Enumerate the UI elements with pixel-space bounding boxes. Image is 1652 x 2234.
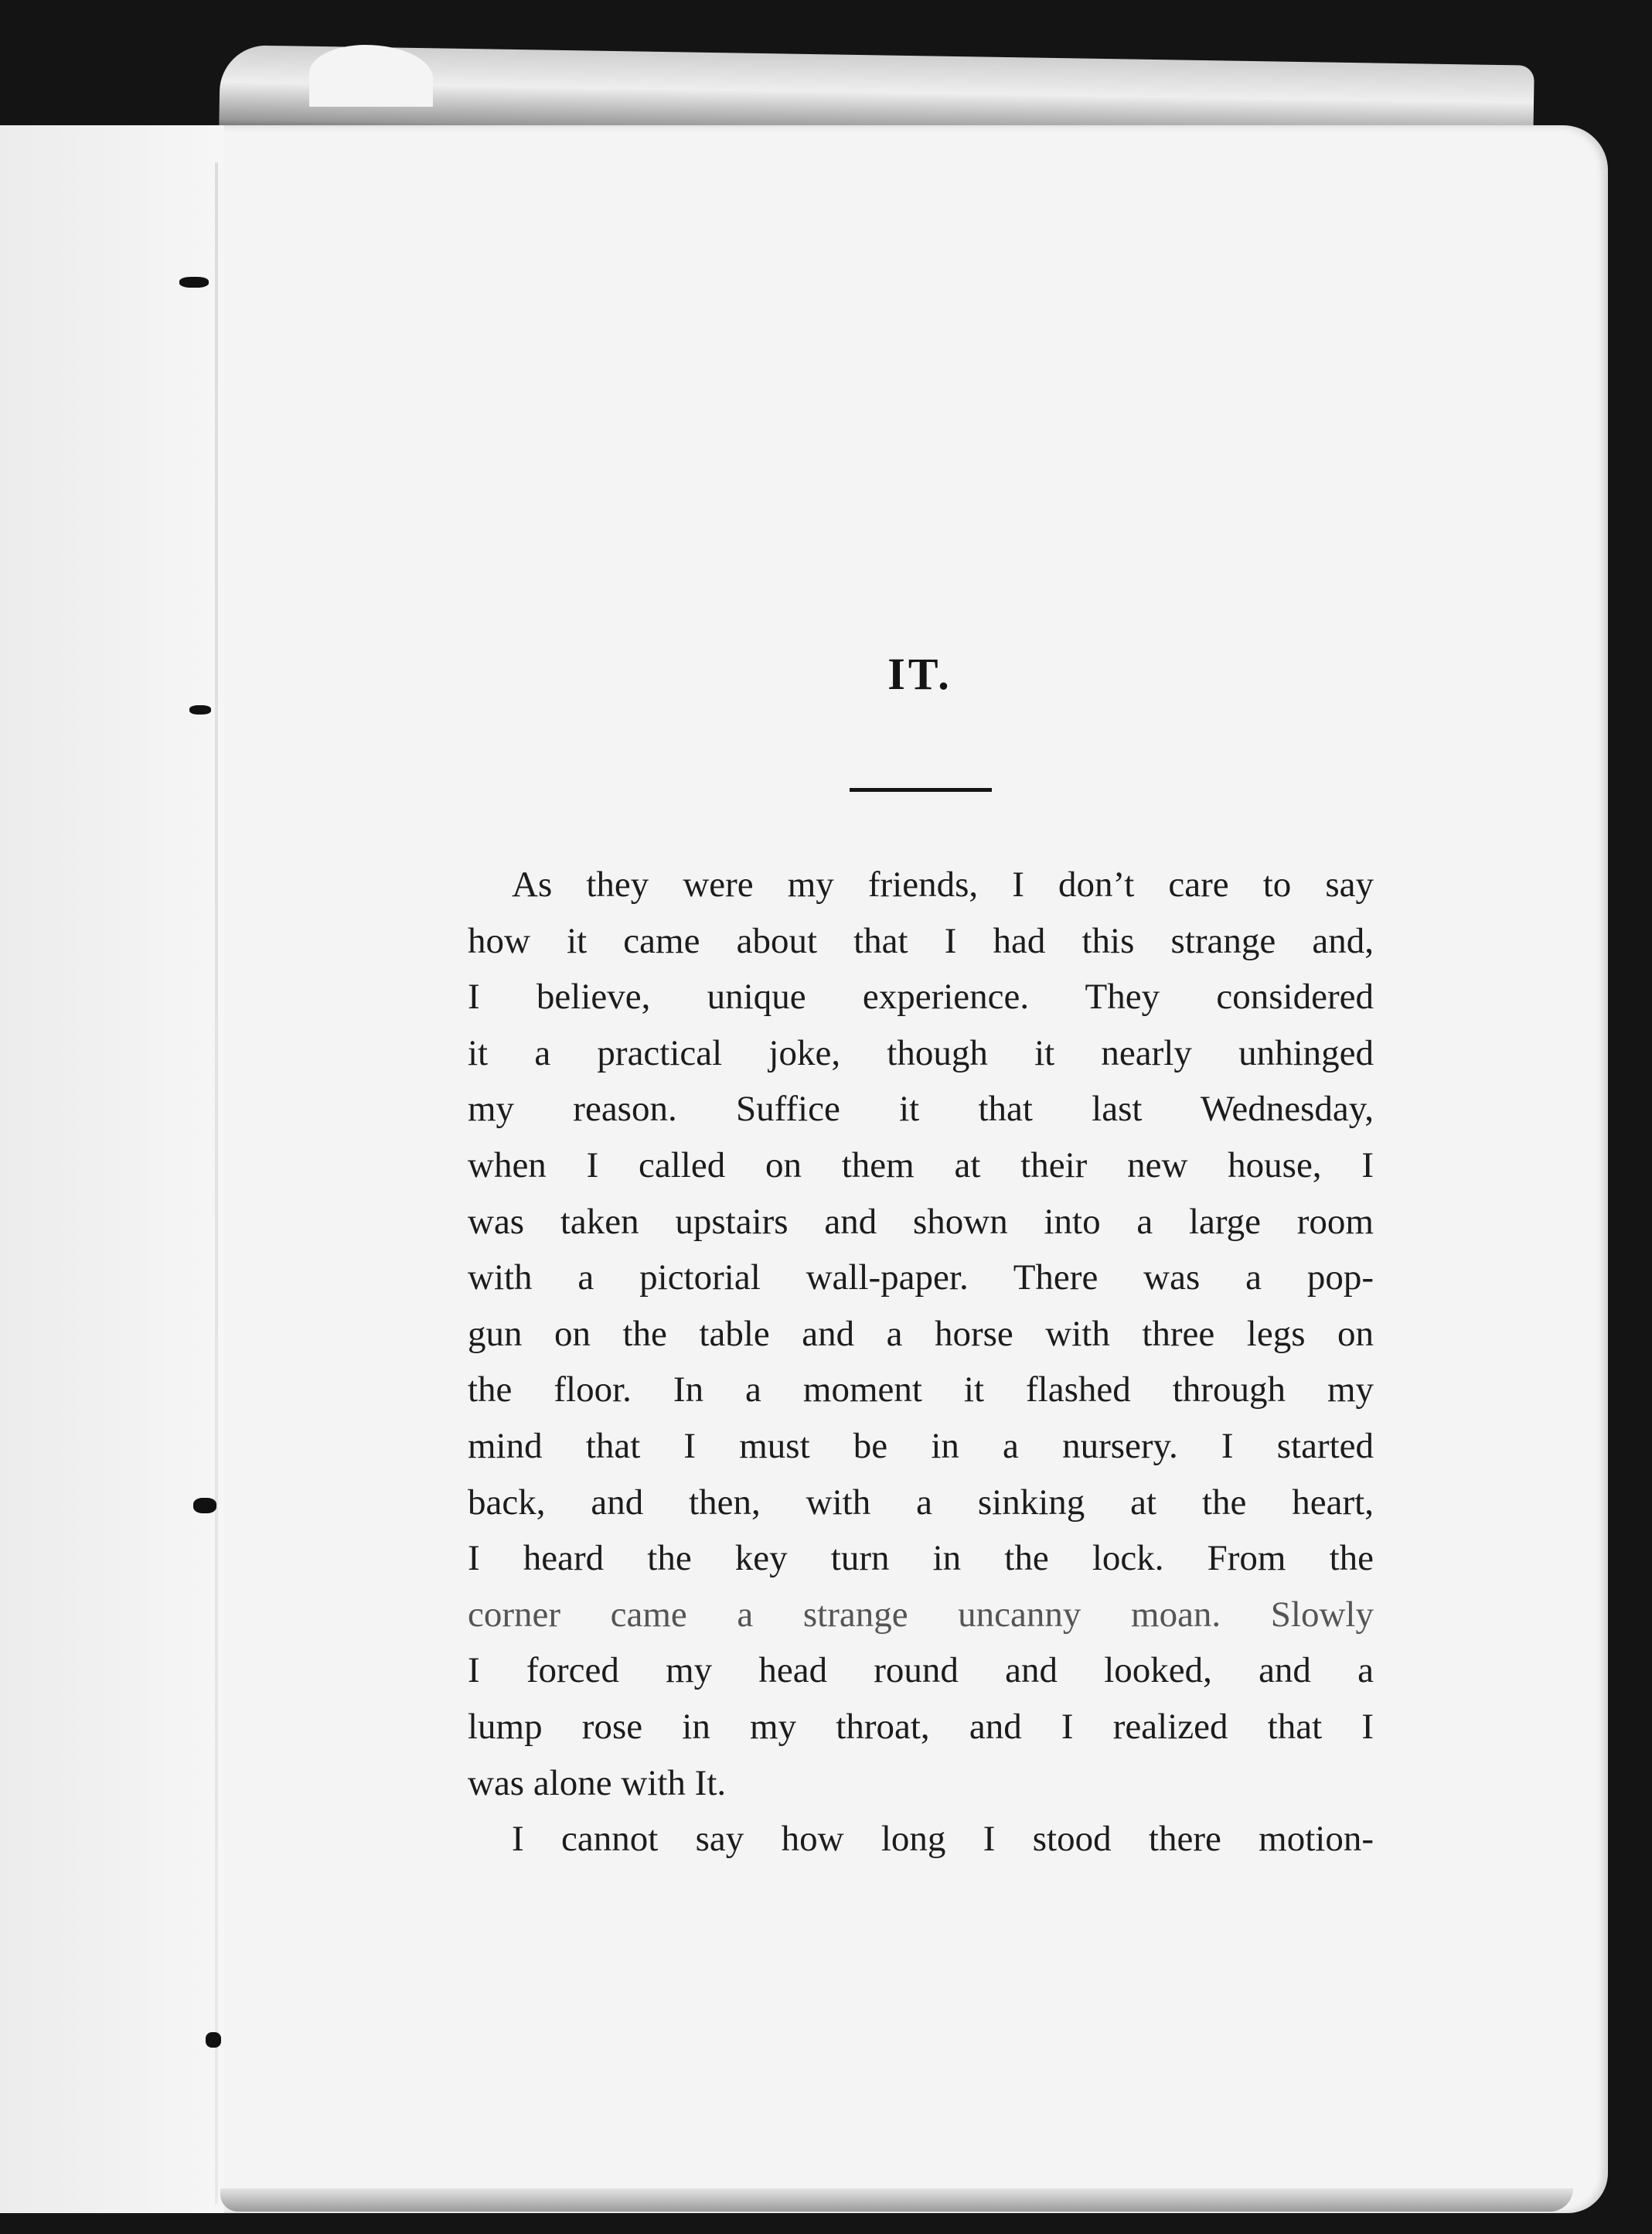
text-line: I forced my head round and looked, and a xyxy=(468,1650,1374,1691)
bottom-page-edge xyxy=(220,2188,1573,2212)
text-line: the floor. In a moment it flashed through my xyxy=(468,1369,1374,1410)
text-line: I cannot say how long I stood there motion- xyxy=(512,1819,1374,1860)
binding-hole-mark xyxy=(179,277,209,288)
text-line: mind that I must be in a nursery. I started xyxy=(468,1425,1374,1466)
binding-hole-mark xyxy=(206,2032,221,2048)
binding-hole-mark xyxy=(193,1498,216,1513)
page-fold-line xyxy=(215,162,218,2204)
text-line: lump rose in my throat, and I realized that I xyxy=(468,1706,1374,1747)
chapter-title: IT. xyxy=(887,649,952,699)
text-line: my reason. Suffice it that last Wednesday, xyxy=(468,1089,1374,1130)
text-line: it a practical joke, though it nearly unhinged xyxy=(468,1032,1374,1073)
text-line: was taken upstairs and shown into a large room xyxy=(468,1201,1374,1242)
text-line: I heard the key turn in the lock. From the xyxy=(468,1538,1374,1579)
text-line: I believe, unique experience. They considered xyxy=(468,977,1374,1018)
text-line: back, and then, with a sinking at the heart, xyxy=(468,1482,1374,1523)
binding-hole-mark xyxy=(189,705,211,715)
text-line: how it came about that I had this strange and, xyxy=(468,920,1374,961)
text-line: was alone with It. xyxy=(468,1762,727,1803)
text-line: with a pictorial wall-paper. There was a pop- xyxy=(468,1257,1374,1298)
text-line: gun on the table and a horse with three legs on xyxy=(468,1313,1374,1354)
text-line: As they were my friends, I don’t care to say xyxy=(512,865,1374,905)
title-rule xyxy=(850,788,992,792)
text-line: corner came a strange uncanny moan. Slowly xyxy=(468,1594,1374,1635)
body-text xyxy=(468,857,1374,1867)
text-line: when I called on them at their new house, I xyxy=(468,1144,1374,1185)
